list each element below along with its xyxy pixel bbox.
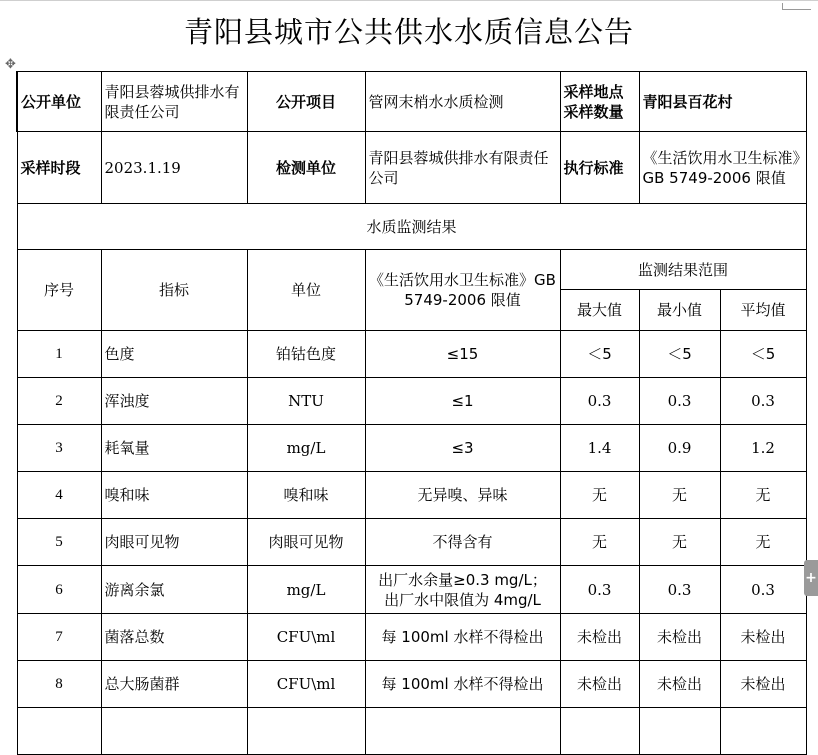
row-max: 0.3 [560, 378, 639, 425]
row-limit: 不得含有 [365, 519, 560, 566]
row-min: 无 [639, 519, 720, 566]
table-row [17, 614, 806, 661]
publisher-label: 公开单位 [17, 72, 101, 132]
row-max: 未检出 [560, 661, 639, 708]
table-row [17, 425, 806, 472]
row-avg: 无 [720, 519, 806, 566]
table-row-empty [17, 708, 806, 755]
row-limit-cell [365, 566, 560, 614]
row-no: 2 [17, 378, 101, 425]
sample-location-value: 青阳县百花村 [639, 72, 806, 132]
row-unit: 肉眼可见物 [247, 519, 365, 566]
water-quality-table [16, 71, 807, 755]
table-row [17, 472, 806, 519]
empty-cell [639, 708, 720, 755]
row-indicator: 浑浊度 [101, 378, 247, 425]
section-title-row [17, 204, 806, 250]
row-max: 无 [560, 472, 639, 519]
empty-cell [365, 708, 560, 755]
row-indicator: 耗氧量 [101, 425, 247, 472]
empty-cell [560, 708, 639, 755]
row-limit: ≤15 [365, 331, 560, 378]
row-min: 0.3 [639, 566, 720, 614]
header-indicator: 指标 [101, 250, 247, 331]
document-title: 青阳县城市公共供水水质信息公告 [183, 15, 634, 49]
lab-value: 青阳县蓉城供排水有限责任公司 [365, 132, 560, 204]
table-row [17, 519, 806, 566]
row-min: 0.3 [639, 378, 720, 425]
item-value: 管网末梢水水质检测 [365, 72, 560, 132]
row-indicator: 肉眼可见物 [101, 519, 247, 566]
row-indicator: 菌落总数 [101, 614, 247, 661]
row-max: ＜5 [560, 331, 639, 378]
row-avg: 未检出 [720, 614, 806, 661]
row-avg: 无 [720, 472, 806, 519]
standard-value: 《生活饮用水卫生标准》GB 5749-2006 限值 [639, 132, 806, 204]
row-limit: ≤1 [365, 378, 560, 425]
row-indicator: 色度 [101, 331, 247, 378]
row-min: 0.9 [639, 425, 720, 472]
row-min: 无 [639, 472, 720, 519]
section-title: 水质监测结果 [17, 204, 806, 250]
item-label: 公开项目 [247, 72, 365, 132]
table-row [17, 331, 806, 378]
row-indicator: 总大肠菌群 [101, 661, 247, 708]
header-max: 最大值 [560, 290, 639, 331]
row-no: 3 [17, 425, 101, 472]
row-unit: CFU\ml [247, 661, 365, 708]
row-no: 4 [17, 472, 101, 519]
header-no: 序号 [17, 250, 101, 331]
row-unit: NTU [247, 378, 365, 425]
page-corner-mark [782, 3, 811, 10]
row-unit: 铂钴色度 [247, 331, 365, 378]
empty-cell [247, 708, 365, 755]
period-value: 2023.1.19 [101, 132, 247, 204]
row-unit: CFU\ml [247, 614, 365, 661]
row-avg: 未检出 [720, 661, 806, 708]
row-min: ＜5 [639, 331, 720, 378]
empty-cell [17, 708, 101, 755]
row-no: 1 [17, 331, 101, 378]
row-max: 未检出 [560, 614, 639, 661]
empty-cell [101, 708, 247, 755]
row-limit: 每 100ml 水样不得检出 [365, 661, 560, 708]
row-max: 无 [560, 519, 639, 566]
table-row [17, 566, 806, 614]
period-label: 采样时段 [17, 132, 101, 204]
row-no: 5 [17, 519, 101, 566]
sample-label: 采样地点采样数量 [560, 72, 639, 132]
row-limit: 无异嗅、异味 [365, 472, 560, 519]
header-unit: 单位 [247, 250, 365, 331]
row-min: 未检出 [639, 614, 720, 661]
row-avg: 1.2 [720, 425, 806, 472]
row-unit: mg/L [247, 566, 365, 614]
row-limit: 每 100ml 水样不得检出 [365, 614, 560, 661]
row-unit: 嗅和味 [247, 472, 365, 519]
move-arrows-icon[interactable]: ✥ [5, 57, 16, 72]
row-no: 8 [17, 661, 101, 708]
row-limit: ≤3 [365, 425, 560, 472]
row-unit: mg/L [247, 425, 365, 472]
row-limit-line2: 出厂水中限值为 4mg/L [384, 590, 541, 609]
row-min: 未检出 [639, 661, 720, 708]
publisher-value: 青阳县蓉城供排水有限责任公司 [101, 72, 247, 132]
lab-label: 检测单位 [247, 132, 365, 204]
info-row-1 [17, 72, 806, 132]
row-no: 7 [17, 614, 101, 661]
info-row-2 [17, 132, 806, 204]
row-max: 1.4 [560, 425, 639, 472]
plus-icon[interactable]: + [804, 560, 818, 596]
row-avg: ＜5 [720, 331, 806, 378]
header-avg: 平均值 [720, 290, 806, 331]
table-row [17, 661, 806, 708]
row-limit: 出厂水余量≥0.3 mg/L； [378, 570, 547, 589]
header-min: 最小值 [639, 290, 720, 331]
header-limit: 《生活饮用水卫生标准》GB 5749-2006 限值 [365, 250, 560, 331]
standard-label: 执行标准 [560, 132, 639, 204]
row-max: 0.3 [560, 566, 639, 614]
header-range: 监测结果范围 [560, 250, 806, 290]
page-top-border [0, 0, 818, 1]
row-indicator: 游离余氯 [101, 566, 247, 614]
empty-cell [720, 708, 806, 755]
table-row [17, 378, 806, 425]
header-row-1 [17, 250, 806, 290]
row-avg: 0.3 [720, 378, 806, 425]
row-indicator: 嗅和味 [101, 472, 247, 519]
row-no: 6 [17, 566, 101, 614]
row-avg: 0.3 [720, 566, 806, 614]
